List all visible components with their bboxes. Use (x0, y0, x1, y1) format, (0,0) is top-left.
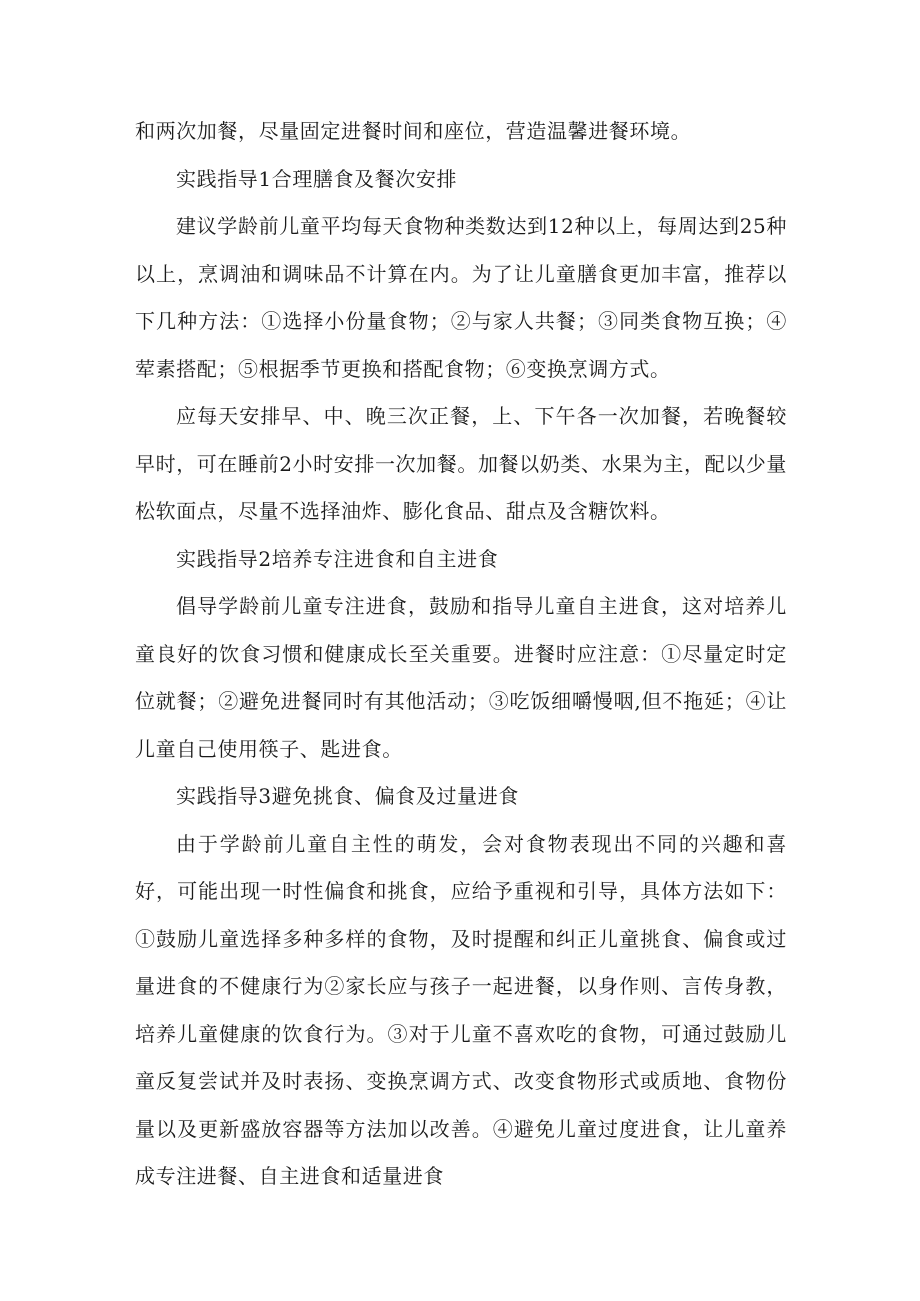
section-heading-1: 实践指导1合理膳食及餐次安排 (176, 166, 458, 191)
section-heading-2: 实践指导2培养专注进食和自主进食 (176, 546, 499, 571)
paragraph-picky-eating: 由于学龄前儿童自主性的萌发，会对食物表现出不同的兴趣和喜好，可能出现一时性偏食和挑食，应给予重视和引导，具体方法如下：①鼓励儿童选择多种多样的食物，及时提醒和纠正儿童挑食、偏食或过量进食的不健康行为②家长应与孩子一起进餐，以身作则、言传身教，培养儿童健康的饮食行为。③对于儿童不喜欢吃的食物，可通过鼓励儿童反复尝试并及时表扬、变换烹调方式、改变食物形式或质地、食物份量以及更新盛放容器等方法加以改善。④避免儿童过度进食，让儿童养成专注进餐、自主进食和适量进食 (135, 831, 787, 1188)
paragraph-continuation: 和两次加餐，尽量固定进餐时间和座位，营造温馨进餐环境。 (135, 119, 692, 143)
section-heading-3: 实践指导3避免挑食、偏食及过量进食 (176, 784, 519, 808)
document-body (135, 108, 787, 1201)
paragraph-focused-eating: 倡导学龄前儿童专注进食，鼓励和指导儿童自主进食，这对培养儿童良好的饮食习惯和健康成长至关重要。进餐时应注意：①尽量定时定位就餐；②避免进餐同时有其他活动；③吃饭细嚼慢咽,但不拖延；④让儿童自己使用筷子、匙进食。 (135, 594, 787, 761)
paragraph-food-variety: 建议学龄前儿童平均每天食物种类数达到12种以上，每周达到25种以上，烹调油和调味品不计算在内。为了让儿童膳食更加丰富，推荐以下几种方法：①选择小份量食物；②与家人共餐；③同类食物互换；④荤素搭配；⑤根据季节更换和搭配食物；⑥变换烹调方式。 (135, 214, 787, 381)
paragraph-meal-schedule: 应每天安排早、中、晚三次正餐，上、下午各一次加餐，若晚餐较早时，可在睡前2小时安排一次加餐。加餐以奶类、水果为主，配以少量松软面点，尽量不选择油炸、膨化食品、甜点及含糖饮料。 (135, 404, 787, 523)
